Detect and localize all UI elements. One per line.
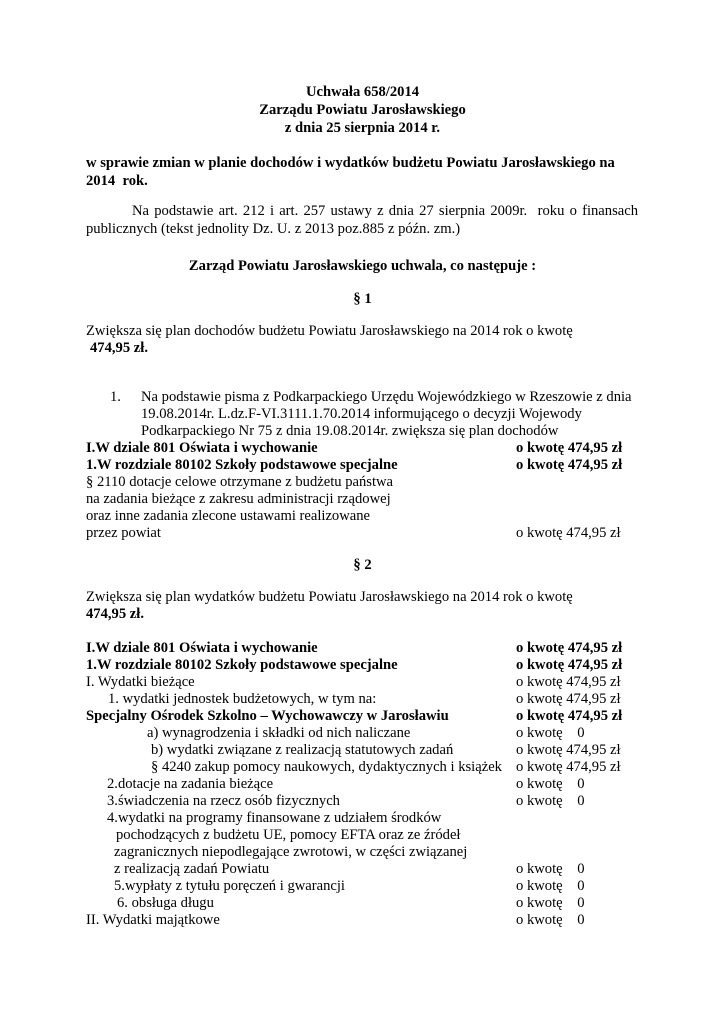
- section-1-para-line-4: przez powiat: [86, 525, 161, 541]
- resolution-issuer: Zarządu Powiatu Jarosławskiego: [259, 102, 466, 118]
- expense-row-amount: o kwotę 0: [516, 912, 585, 928]
- expense-row-label: Specjalny Ośrodek Szkolno – Wychowawczy w Jarosławiu: [86, 708, 449, 724]
- section-1-dept-label: I.W dziale 801 Oświata i wychowanie: [86, 440, 318, 456]
- resolves-statement: Zarząd Powiatu Jarosławskiego uchwala, co następuje :: [188, 258, 537, 274]
- section-1-para-line-3: oraz inne zadania zlecone ustawami realizowane: [86, 508, 371, 524]
- expense-row-amount: o kwotę 0: [516, 861, 585, 877]
- expense-row-amount: o kwotę 0: [516, 793, 585, 809]
- section-1-chapter-amount: o kwotę 474,95 zł: [516, 457, 623, 473]
- expense-row-label: 1.W rozdziale 80102 Szkoły podstawowe specjalne: [86, 657, 398, 673]
- subject-line-1: w sprawie zmian w planie dochodów i wydatków budżetu Powiatu Jarosławskiego na: [86, 155, 615, 171]
- section-1-chapter-label: 1.W rozdziale 80102 Szkoły podstawowe specjalne: [86, 457, 398, 473]
- expense-row-label: 1. wydatki jednostek budżetowych, w tym na:: [108, 691, 377, 707]
- expense-row-label: z realizacją zadań Powiatu: [114, 861, 270, 877]
- expense-row-label: II. Wydatki majątkowe: [86, 912, 220, 928]
- expense-row-amount: o kwotę 474,95 zł: [516, 640, 623, 656]
- expense-row-label: 6. obsługa długu: [117, 895, 214, 911]
- expense-row-amount: o kwotę 0: [516, 725, 585, 741]
- expense-row-amount: o kwotę 474,95 zł: [516, 657, 623, 673]
- expense-row-label: I. Wydatki bieżące: [86, 674, 195, 690]
- expense-row-label: b) wydatki związane z realizacją statutowych zadań: [151, 742, 454, 758]
- expense-row-amount: o kwotę 474,95 zł: [516, 742, 621, 758]
- expense-row-amount: o kwotę 474,95 zł: [516, 708, 623, 724]
- expense-row-label: 2.dotacje na zadania bieżące: [107, 776, 274, 792]
- resolution-date: z dnia 25 sierpnia 2014 r.: [284, 120, 441, 136]
- section-1-para-amount: o kwotę 474,95 zł: [516, 525, 621, 541]
- section-2-heading: § 2: [353, 557, 372, 573]
- expense-row-amount: o kwotę 0: [516, 895, 585, 911]
- expense-row-label: pochodzących z budżetu UE, pomocy EFTA oraz ze źródeł: [116, 827, 461, 843]
- legal-basis-line-1: Na podstawie art. 212 i art. 257 ustawy z dnia 27 sierpnia 2009r. roku o finansach: [132, 203, 638, 219]
- expense-row-amount: o kwotę 0: [516, 776, 585, 792]
- expense-row-label: 4.wydatki na programy finansowane z udziałem środków: [107, 810, 442, 826]
- expense-row-label: 3.świadczenia na rzecz osób fizycznych: [107, 793, 340, 809]
- subject-line-2: 2014 rok.: [86, 173, 148, 189]
- section-1-para-line-1: § 2110 dotacje celowe otrzymane z budżetu państwa: [86, 474, 394, 490]
- section-1-item-line-1: Na podstawie pisma z Podkarpackiego Urzędu Wojewódzkiego w Rzeszowie z dnia: [141, 389, 632, 405]
- expense-row-label: I.W dziale 801 Oświata i wychowanie: [86, 640, 318, 656]
- section-1-item-line-3: Podkarpackiego Nr 75 z dnia 19.08.2014r. zwiększa się plan dochodów: [141, 423, 559, 439]
- expense-row-amount: o kwotę 0: [516, 878, 585, 894]
- section-1-item-number: 1.: [110, 389, 121, 405]
- expense-row-label: § 4240 zakup pomocy naukowych, dydaktycznych i książek: [151, 759, 502, 775]
- expense-row-label: 5.wypłaty z tytułu poręczeń i gwarancji: [114, 878, 345, 894]
- section-1-heading: § 1: [353, 291, 372, 307]
- expense-row-amount: o kwotę 474,95 zł: [516, 691, 621, 707]
- section-1-dept-amount: o kwotę 474,95 zł: [516, 440, 623, 456]
- section-2-intro-amount: 474,95 zł.: [86, 606, 144, 622]
- expense-row-label: zagranicznych niepodlegające zwrotowi, w części związanej: [114, 844, 468, 860]
- legal-basis-line-2: publicznych (tekst jednolity Dz. U. z 2013 poz.885 z późn. zm.): [86, 221, 461, 237]
- expense-row-label: a) wynagrodzenia i składki od nich naliczane: [147, 725, 411, 741]
- resolution-title: Uchwała 658/2014: [305, 84, 420, 100]
- expense-row-amount: o kwotę 474,95 zł: [516, 759, 621, 775]
- expense-row-amount: o kwotę 474,95 zł: [516, 674, 621, 690]
- section-1-intro: Zwiększa się plan dochodów budżetu Powiatu Jarosławskiego na 2014 rok o kwotę: [86, 323, 573, 339]
- section-1-para-line-2: na zadania bieżące z zakresu administracji rządowej: [86, 491, 391, 507]
- section-1-intro-amount: 474,95 zł.: [90, 340, 148, 356]
- section-1-item-line-2: 19.08.2014r. L.dz.F-VI.3111.1.70.2014 informującego o decyzji Wojewody: [141, 406, 582, 422]
- section-2-intro: Zwiększa się plan wydatków budżetu Powiatu Jarosławskiego na 2014 rok o kwotę: [86, 589, 573, 605]
